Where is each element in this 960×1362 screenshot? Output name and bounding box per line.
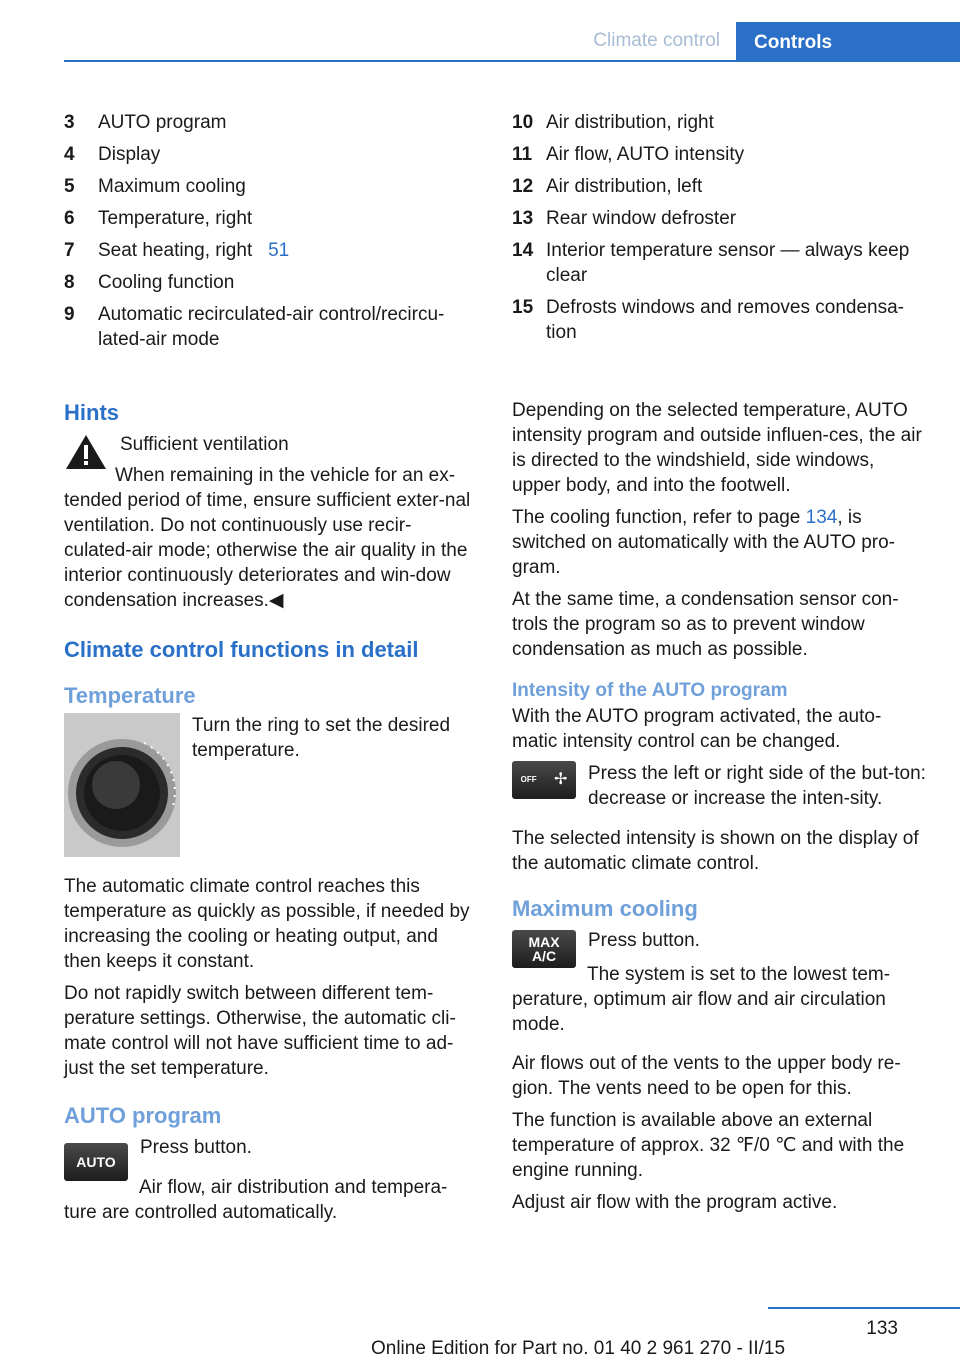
list-item: 5 Maximum cooling <box>64 176 246 197</box>
cooling-function-paragraph: The cooling function, refer to page 134, is switched on automatically with the AUTO pro-gram. <box>512 507 895 578</box>
list-item: 6 Temperature, right <box>64 208 253 229</box>
max-cooling-heading: Maximum cooling <box>512 896 698 921</box>
functions-heading: Climate control functions in detail <box>64 637 419 662</box>
intensity-caption: Press the left or right side of the but-ton: decrease or increase the inten-sity. <box>588 763 926 809</box>
intensity-paragraph-2: The selected intensity is shown on the display of the automatic climate control. <box>512 828 919 874</box>
intensity-paragraph-1: With the AUTO program activated, the auto-matic intensity control can be changed. <box>512 706 882 752</box>
condensation-paragraph: At the same time, a condensation sensor con-trols the program so as to prevent window condensation as much as possible. <box>512 589 899 660</box>
air-direction-paragraph: Depending on the selected temperature, AUTO intensity program and outside influen-ces, the air is directed to the windshield, side windows, upper body, and into the footwell. <box>512 400 922 496</box>
warning-icon <box>64 432 108 477</box>
hints-heading: Hints <box>64 400 119 425</box>
edition-footer: Online Edition for Part no. 01 40 2 961 270 - II/15 <box>370 1338 786 1359</box>
list-item: 3 AUTO program <box>64 112 227 133</box>
legend-list-right <box>512 110 926 352</box>
list-item: 13 Rear window defroster <box>512 208 737 229</box>
temperature-ring-image <box>64 713 180 862</box>
page-ref-link[interactable]: 134 <box>805 507 838 528</box>
list-item: 8 Cooling function <box>64 272 235 293</box>
auto-program-heading: AUTO program <box>64 1103 222 1128</box>
auto-button-image: AUTO <box>64 1143 128 1181</box>
intensity-heading: Intensity of the AUTO program <box>512 680 788 701</box>
temperature-caption: Turn the ring to set the desired temperature. <box>192 715 451 761</box>
left-column <box>64 398 478 1232</box>
list-item: 4 Display <box>64 144 161 165</box>
right-column <box>512 398 926 1222</box>
auto-press-button: Press button. <box>140 1137 252 1158</box>
max-cooling-paragraph-3: Adjust air flow with the program active. <box>512 1192 838 1213</box>
warning-text: When remaining in the vehicle for an ex-tended period of time, ensure sufficient exter-nal ventilation. Do not continuously use recir-culated-air mode; otherwise the air quality in the interior continuously deteriorates and win-dow condensation increases.◀ <box>64 465 471 611</box>
warning-title: Sufficient ventilation <box>120 434 289 455</box>
list-item: 11 Air flow, AUTO intensity <box>512 144 745 165</box>
max-cooling-paragraph-1: Air flows out of the vents to the upper body re-gion. The vents need to be open for this. <box>512 1053 901 1099</box>
temperature-paragraph-2: Do not rapidly switch between different tem-perature settings. Otherwise, the automatic cli-mate control will not have sufficient time to ad-just the set temperature. <box>64 983 456 1079</box>
max-cooling-press: Press button. <box>588 930 700 951</box>
max-cooling-paragraph-2: The function is available above an external temperature of approx. 32 ℉/0 ℃ and with the engine running. <box>512 1110 905 1181</box>
temperature-heading: Temperature <box>64 683 196 708</box>
fan-icon: ✢ <box>553 771 568 788</box>
list-item: 10 Air distribution, right <box>512 112 714 133</box>
page-ref-link[interactable]: 51 <box>268 240 290 261</box>
temperature-paragraph-1: The automatic climate control reaches this temperature as quickly as possible, if needed by increasing the cooling or heating output, and then keeps it constant. <box>64 876 470 972</box>
intensity-off-label: OFF <box>520 775 537 784</box>
page-number: 133 <box>866 1318 898 1339</box>
header-section-title: Climate control <box>593 30 720 51</box>
footer-rule <box>768 1307 960 1309</box>
legend-list-left <box>64 110 478 359</box>
max-cooling-description: The system is set to the lowest tem-perature, optimum air flow and air circulation mode. <box>512 964 891 1035</box>
list-item: 12 Air distribution, left <box>512 176 703 197</box>
list-item: 7 Seat heating, right 51 <box>64 240 290 261</box>
list-item: 9 Automatic recirculated-air control/recircu-lated-air mode <box>64 304 445 350</box>
auto-description: Air flow, air distribution and tempera-ture are controlled automatically. <box>64 1177 448 1223</box>
max-ac-button-image: MAX A/C <box>512 930 576 968</box>
list-item: 14 Interior temperature sensor — always keep clear <box>512 240 910 286</box>
header-rule <box>64 60 960 62</box>
intensity-button-image <box>512 761 576 818</box>
list-item: 15 Defrosts windows and removes condensa-tion <box>512 297 905 343</box>
header-tab-controls[interactable]: Controls <box>736 22 960 62</box>
